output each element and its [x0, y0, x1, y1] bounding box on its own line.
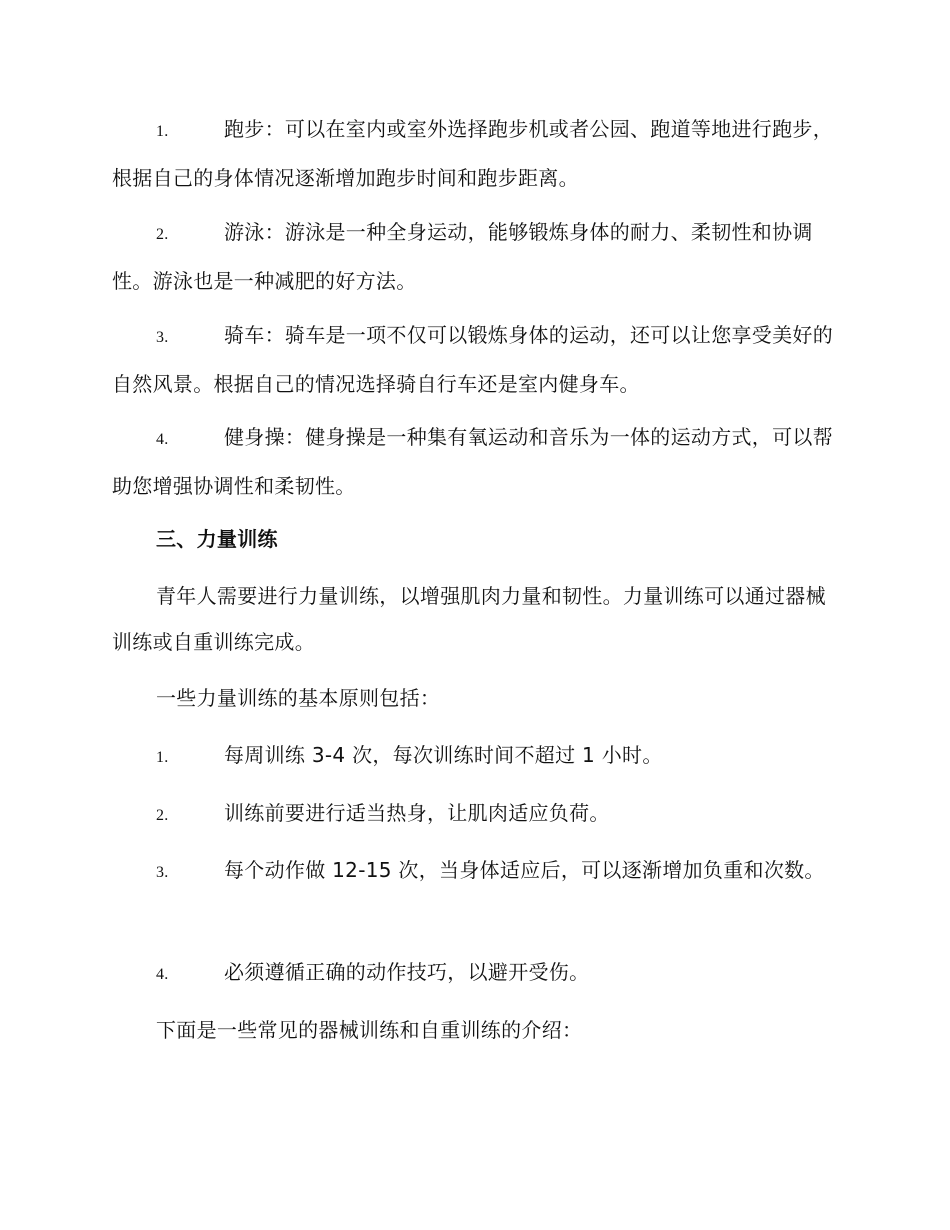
list-text: 必须遵循正确的动作技巧，以避开受伤。 — [224, 960, 590, 984]
list-item — [112, 949, 834, 998]
principles-intro: 一些力量训练的基本原则包括： — [156, 686, 441, 710]
list-number: 4. — [156, 966, 169, 983]
list-item — [112, 732, 834, 781]
list-text: 游泳：游泳是一种全身运动，能够锻炼身体的耐力、柔韧性和协调性。游泳也是一种减肥的好方法。 — [112, 220, 813, 293]
list-item — [112, 106, 834, 201]
list-number: 4. — [156, 431, 169, 448]
list-item — [112, 414, 834, 509]
list-text: 健身操：健身操是一种集有氧运动和音乐为一体的运动方式，可以帮助您增强协调性和柔韧性。 — [112, 425, 833, 498]
section-heading: 三、力量训练 — [156, 527, 278, 551]
list-number: 3. — [156, 329, 169, 346]
list-item — [112, 209, 834, 304]
list-text: 跑步：可以在室内或室外选择跑步机或者公园、跑道等地进行跑步，根据自己的身体情况逐渐增加跑步时间和跑步距离。 — [112, 117, 833, 190]
list-number: 2. — [156, 226, 169, 243]
intro-paragraph: 青年人需要进行力量训练，以增强肌肉力量和韧性。力量训练可以通过器械训练或自重训练完成。 — [112, 584, 826, 654]
list-item — [112, 312, 834, 407]
list-text: 每周训练 3-4 次，每次训练时间不超过 1 小时。 — [224, 743, 663, 767]
list-text: 每个动作做 12-15 次，当身体适应后，可以逐渐增加负重和次数。 — [224, 858, 825, 882]
list-text: 训练前要进行适当热身，让肌肉适应负荷。 — [224, 801, 610, 825]
closing-paragraph: 下面是一些常见的器械训练和自重训练的介绍： — [156, 1018, 583, 1042]
list-item — [112, 847, 834, 896]
list-item — [112, 790, 834, 839]
list-number: 1. — [156, 749, 169, 766]
list-text: 骑车：骑车是一项不仅可以锻炼身体的运动，还可以让您享受美好的自然风景。根据自己的情况选择骑自行车还是室内健身车。 — [112, 323, 833, 396]
list-number: 3. — [156, 864, 169, 881]
list-number: 1. — [156, 123, 169, 140]
list-number: 2. — [156, 807, 169, 824]
